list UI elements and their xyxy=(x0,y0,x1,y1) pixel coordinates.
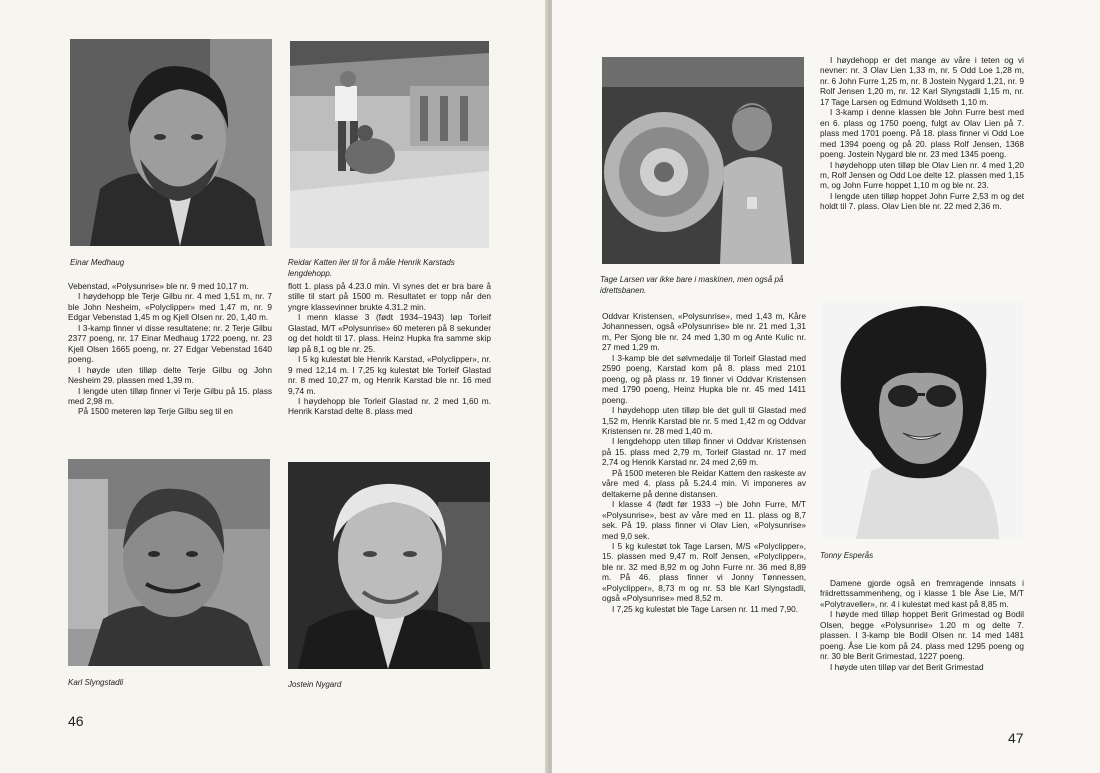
caption-jostein: Jostein Nygard xyxy=(288,680,342,689)
left-column-1 xyxy=(68,281,272,417)
left-column-2 xyxy=(288,281,491,417)
paragraph: I høyde uten tilløp delte Terje Gilbu og John Nesheim 29. plassen med 1,39 m. xyxy=(68,364,272,386)
right-column-1 xyxy=(602,311,806,614)
paragraph: I høydehopp uten tilløp ble Olav Lien nr. 4 med 1,20 m, Rolf Jensen og Odd Loe delte 12. plassen med 1,15 m, og John Furre hoppet 1,10 m og ble nr. 23. xyxy=(820,159,1024,191)
paragraph: I høyde uten tilløp var det Berit Grimestad xyxy=(830,661,984,672)
paragraph: Vebenstad, «Polysunrise» ble nr. 9 med 10,17 m. xyxy=(68,281,249,291)
caption-einar: Einar Medhaug xyxy=(70,258,125,267)
photo-karl-slyngstadli xyxy=(68,459,270,666)
caption-tage: Tage Larsen var ikke bare i maskinen, men også på idrettsbanen. xyxy=(600,275,784,295)
paragraph: I 7,25 kg kulestøt ble Tage Larsen nr. 11 med 7,90. xyxy=(612,603,799,614)
paragraph: I høyde med tilløp hoppet Berit Grimestad og Bodil Olsen, begge «Polysunrise» 1.20 m og delte 7. plassen. I 3-kamp ble Bodil Olsen nr. 14 med 1481 poeng. Åse Lie kom på 24. plass med 1295 poeng og nr. 30 ble Berit Grimestad, 1227 poeng. xyxy=(820,609,1024,662)
caption-reidar: Reidar Katten iler til for å måle Henrik Karstads lengdehopp. xyxy=(288,258,455,278)
paragraph: I 5 kg kulestøt tok Tage Larsen, M/S «Polyclipper», 15. plassen med 9,47 m. Rolf Jensen, «Polyclipper», ble nr. 32 med 8,92 m og John Furre nr. 36 med 8,89 m. På 46. plass finner vi Jonny Tønnessen, «Polyclipper», 8,73 m og nr. 53 ble Karl Slyngstadli, også «Polysunrise» med 8,52 m. xyxy=(602,540,806,604)
caption-tonny: Tonny Esperås xyxy=(820,551,874,560)
paragraph: I klasse 4 (født før 1933 –) ble John Furre, M/T «Polysunrise», best av våre med en 11. plass og 8,7 sek. På 19. plass finner vi Olav Lien, «Polysunrise» med 9,0 sek. xyxy=(602,499,806,541)
photo-tage-larsen xyxy=(602,57,804,264)
paragraph: flott 1. plass på 4.23.0 min. Vi synes det er bra bare å stille til start på 1500 m. Resultatet er topp når den yngre klassevinner brukte 4.31.2 min. xyxy=(288,281,491,312)
paragraph: I 5 kg kulestøt ble Henrik Karstad, «Polyclipper», nr. 9 med 12,14 m. I 7,25 kg kulestøt ble Torleif Glastad nr. 8 med 10,27 m, og Henrik Karstad ble nr. 16 med 9,74 m. xyxy=(288,354,491,396)
paragraph: I 3-kamp finner vi disse resultatene: nr. 2 Terje Gilbu 2377 poeng, nr. 17 Einar Medhaug 1722 poeng, nr. 23 Kjell Olsen 1665 poeng, nr. 27 Edgar Vebenstad 1640 poeng. xyxy=(68,322,272,365)
left-page xyxy=(0,0,548,773)
paragraph: I høydehopp ble Torleif Glastad nr. 2 med 1,60 m. Henrik Karstad delte 8. plass med xyxy=(288,395,491,417)
right-page xyxy=(552,0,1100,773)
photo-reidar-katten xyxy=(290,41,489,248)
photo-einar-medhaug xyxy=(70,39,272,246)
paragraph: I høydehopp ble Terje Gilbu nr. 4 med 1,51 m, nr. 7 ble John Nesheim, «Polyclipper» med 1,47 m, nr. 9 Edgar Vebenstad 1,45 m og Kjell Olsen nr. 20, 1,40 m. xyxy=(68,291,272,323)
paragraph: I 3-kamp ble det sølvmedalje til Torleif Glastad med 2590 poeng, Karstad kom på 8. plass med 2101 poeng, og på plass nr. 19 finner vi Oddvar Kristensen med 1790 poeng, Heinz Hupka ble nr. 45 med 1411 poeng. xyxy=(602,352,806,405)
right-column-2-top xyxy=(820,55,1024,212)
paragraph: Damene gjorde også en fremragende innsats i friidrettssammenheng, og i klasse 1 ble Åse Lie, M/T «Polytraveller», nr. 4 i kulestøt med kast på 8,85 m. xyxy=(820,578,1024,609)
paragraph: I høydehopp uten tilløp ble det gull til Glastad med 1,52 m, Henrik Karstad ble nr. 5 med 1,42 m og Oddvar Kristensen nr. 28 med 1,40 m. xyxy=(602,405,806,436)
page-number-left: 46 xyxy=(68,713,84,729)
right-column-2-bottom xyxy=(820,578,1024,672)
photo-jostein-nygard xyxy=(288,462,490,669)
paragraph: I 3-kamp i denne klassen ble John Furre best med en 6. plass og 1750 poeng, fulgt av Olav Lien på 7. plass med 1701 poeng. På 18. plass finner vi Odd Loe med 1394 poeng og på 20. plass Rolf Jensen, 1368 poeng. Jostein Nygard ble nr. 23 med 1345 poeng. xyxy=(820,107,1024,160)
paragraph: I lengdehopp uten tilløp finner vi Oddvar Kristensen på 15. plass med 2,79 m, Torleif Glastad nr. 17 med 2,74 og Henrik Karstad nr. 24 med 2,69 m. xyxy=(602,436,806,468)
page-number-right: 47 xyxy=(1008,730,1024,746)
paragraph: Oddvar Kristensen, «Polysunrise», med 1,43 m, Kåre Johannessen, også «Polysunrise» ble nr. 21 med 1,31 m, Per Sjong ble nr. 24 med 1,30 m og Ante Kulic nr. 27 med 1,29 m. xyxy=(602,311,806,353)
photo-tonny-esperas xyxy=(821,301,1023,539)
paragraph: I lengde uten tilløp finner vi Terje Gilbu på 15. plass med 2,98 m. xyxy=(68,385,272,406)
paragraph: I menn klasse 3 (født 1934–1943) løp Torleif Glastad, M/T «Polysunrise» 60 meteren på 8 sekunder og det holdt til 17. plass. Heinz Hupka fra samme skip løp på 8,1 og ble nr. 25. xyxy=(288,312,491,354)
paragraph: På 1500 meteren ble Reidar Kattem den raskeste av våre med 4. plass på 5.24.4 min. Vi imponeres av deltakerne på denne distansen. xyxy=(602,467,806,499)
paragraph: I lengde uten tilløp hoppet John Furre 2,53 m og det holdt til 7. plass. Olav Lien ble nr. 22 med 2,36 m. xyxy=(820,190,1024,212)
paragraph: På 1500 meteren løp Terje Gilbu seg til en xyxy=(78,406,233,417)
caption-karl: Karl Slyngstadli xyxy=(68,678,124,687)
paragraph: I høydehopp er det mange av våre i teten og vi nevner: nr. 3 Olav Lien 1,33 m, nr. 5 Odd Loe 1,28 m, nr. 6 John Furre 1,25 m, nr. 8 Jostein Nygard 1,21, nr. 9 Rolf Jensen 1,20 m, nr. 12 Karl Slyngstadli 1,15 m, nr. 17 Tage Larsen og Edmund Woldseth 1,10 m. xyxy=(820,55,1024,107)
